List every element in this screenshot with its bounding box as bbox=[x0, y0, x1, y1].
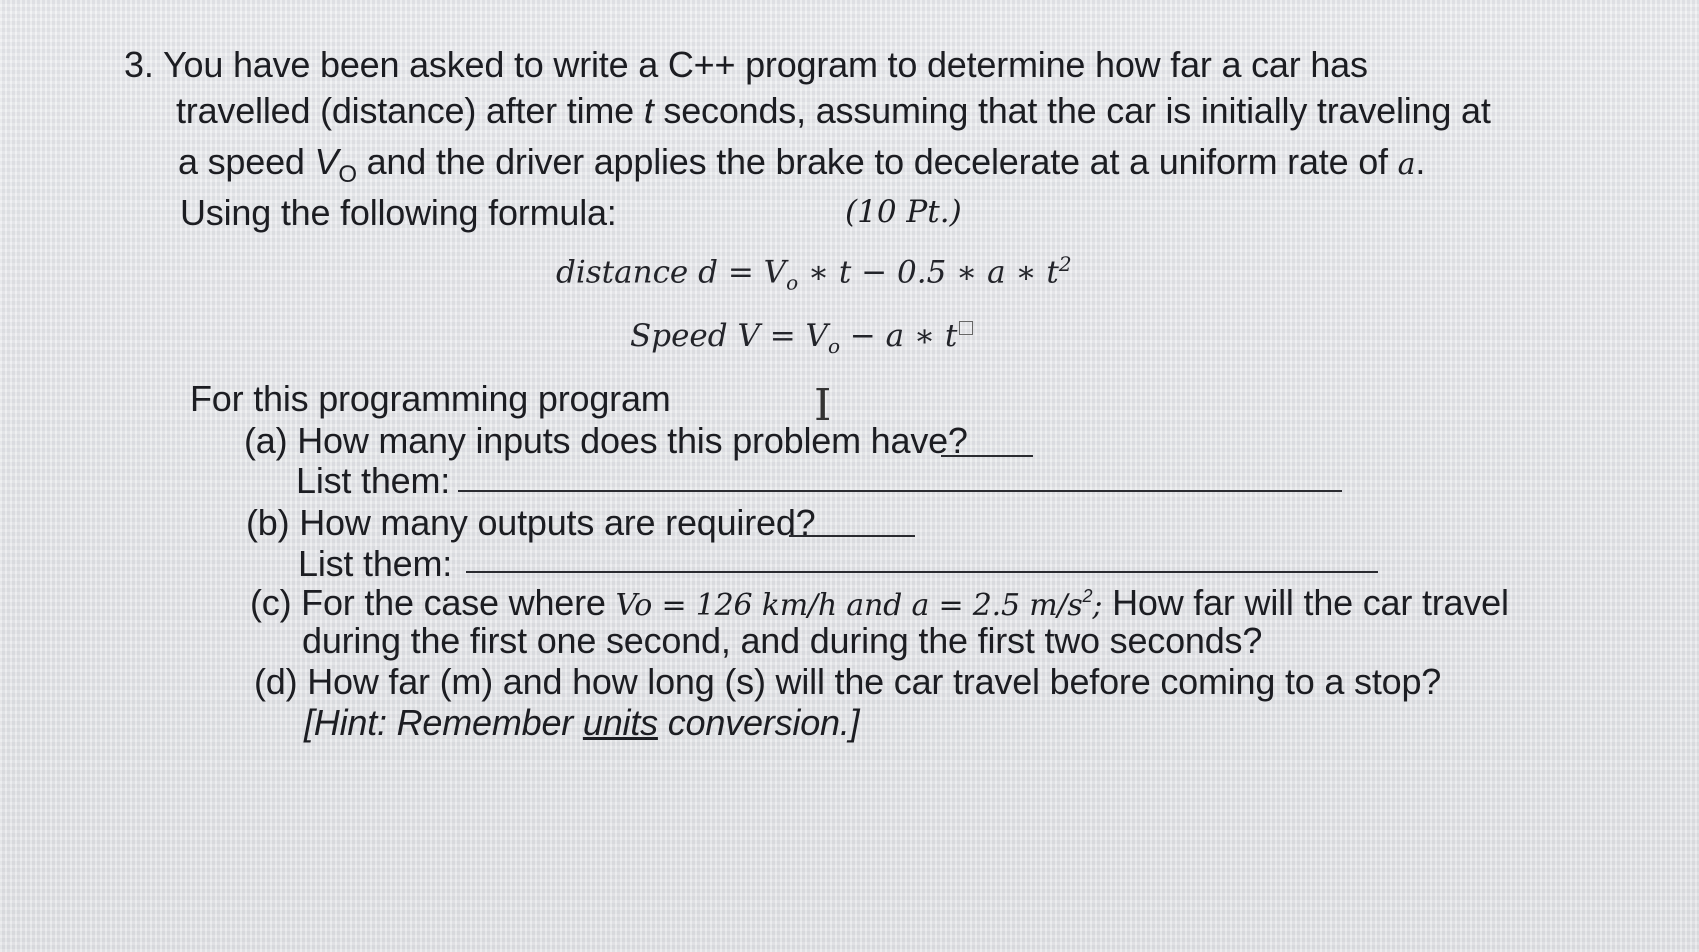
placeholder-box-icon bbox=[959, 321, 973, 335]
part-b-question: (b) How many outputs are required? bbox=[246, 502, 816, 543]
question-line-3: a speed $V_O$ and the driver applies the brake to decelerate at a uniform rate of a. bbox=[178, 141, 1426, 189]
part-d-hint: [Hint: Remember units conversion.] bbox=[304, 702, 860, 743]
part-a-list-blank[interactable] bbox=[458, 490, 1342, 492]
part-b-answer-blank[interactable] bbox=[789, 535, 915, 537]
part-c-question: (c) For the case where Vo = 126 km/h and a = 2.5 $m/s^2$; How far will the car travel bbox=[250, 582, 1509, 623]
part-d-question: (d) How far (m) and how long (s) will the car travel before coming to a stop? bbox=[254, 661, 1442, 702]
question-line-2: travelled (distance) after time t seconds, assuming that the car is initially traveling at bbox=[176, 90, 1491, 131]
part-a-answer-blank[interactable] bbox=[941, 455, 1033, 457]
part-b-list-label: List them: bbox=[298, 543, 453, 584]
points-label: (10 Pt.) bbox=[845, 194, 962, 230]
question-number: 3. bbox=[124, 44, 154, 85]
part-b-list-blank[interactable] bbox=[466, 571, 1378, 573]
text-cursor-icon: I bbox=[814, 380, 832, 431]
part-a-question: (a) How many inputs does this problem have? bbox=[244, 420, 968, 461]
part-c-line-2: during the first one second, and during the first two seconds? bbox=[302, 620, 1263, 661]
speed-formula: Speed $V = V_o - a$ ∗ t bbox=[630, 318, 973, 358]
distance-formula: distance $d = V_o$ ∗ t − 0.5 ∗ a ∗ $t^2$ bbox=[556, 252, 1072, 295]
question-line-1: You have been asked to write a C++ program to determine how far a car has bbox=[163, 44, 1368, 85]
part-a-list-label: List them: bbox=[296, 460, 451, 501]
parts-intro: For this programming program bbox=[190, 378, 671, 419]
question-line-4: Using the following formula: bbox=[180, 192, 617, 233]
